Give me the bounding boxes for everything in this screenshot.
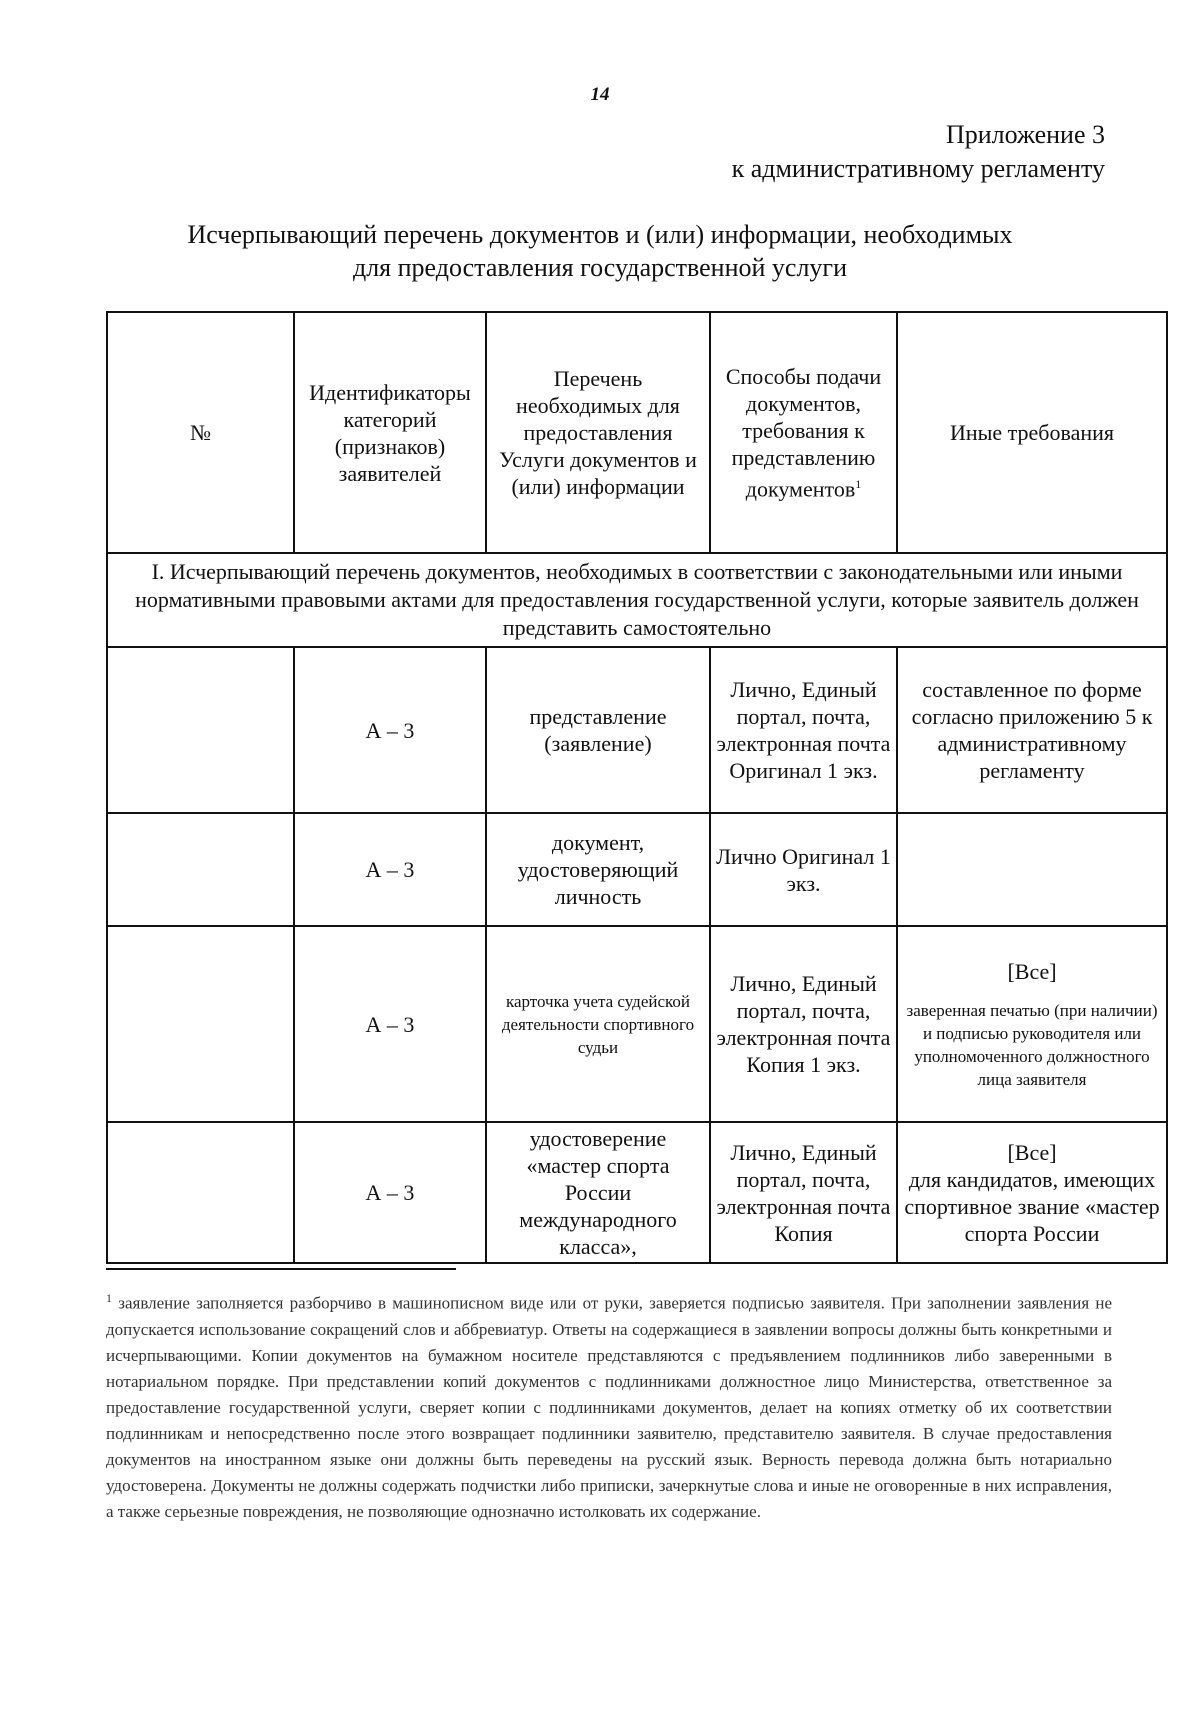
row-requirement (897, 813, 1167, 926)
title-line-2: для предоставления государственной услуги (352, 253, 848, 282)
requirement-text: для кандидатов, имеющих спортивное звание «мастер спорта России (904, 1166, 1160, 1246)
row-document: карточка учета судейской деятельности спортивного судьи (486, 926, 710, 1122)
row-document: документ, удостоверяющий личность (486, 813, 710, 926)
row-method: Лично, Единый портал, почта, электронная почта Копия (710, 1122, 897, 1263)
requirement-tag: [Все] (1007, 1139, 1057, 1165)
header-methods-text: Способы подачи документов, требования к представлению документов (725, 363, 882, 502)
row-document: представление (заявление) (486, 647, 710, 813)
title-line-1: Исчерпывающий перечень документов и (или) информации, необходимых (187, 220, 1013, 249)
header-documents: Перечень необходимых для предоставления Услуги документов и (или) информации (486, 312, 710, 553)
footnote-divider (106, 1268, 456, 1270)
row-number (107, 647, 294, 813)
row-requirement (897, 926, 1167, 1122)
requirement-text: заверенная печатью (при наличии) и подписью руководителя или уполномоченного должностного лица заявителя (906, 1000, 1158, 1089)
appendix-line-1: Приложение 3 (945, 120, 1105, 149)
footnote-text: заявление заполняется разборчиво в машинописном виде или от руки, заверяется подписью заявителя. При заполнении заявления не допускается использование сокращений слов и аббревиатур. Ответы на содержащиеся в заявлении вопросы должны быть конкретными и исчерпывающими. Копии документов на бумажном носителе представляются с предъявлением подлинников либо заверенными в нотариальном порядке. При представлении копий документов с подлинниками должностное лицо Министерства, ответственное за предоставление государственной услуги, сверяет копии с подлинниками документов, делает на копиях отметку об их соответствии подлинникам и непосредственно после этого возвращает подлинники заявителю, представителю заявителя. В случае предоставления документов на иностранном языке они должны быть переведены на русский язык. Верность перевода должна быть нотариально удостоверена. Документы не должны содержать подчистки либо приписки, зачеркнутые слова и иные не оговоренные в них исправления, а также серьезные повреждения, не позволяющие однозначно истолковать их содержание. (106, 1293, 1113, 1521)
header-number: № (107, 312, 294, 553)
row-number (107, 1122, 294, 1263)
requirement-tag: [Все] (1007, 958, 1057, 984)
row-number (107, 926, 294, 1122)
row-method: Лично Оригинал 1 экз. (710, 813, 897, 926)
documents-table (106, 311, 1168, 1264)
appendix-line-2: к административному регламенту (731, 154, 1105, 183)
table-row (107, 647, 1167, 813)
header-other-requirements: Иные требования (897, 312, 1167, 553)
footnote-marker: 1 (106, 1291, 112, 1305)
row-identifier: А – 3 (294, 1122, 486, 1263)
row-requirement (897, 1122, 1167, 1263)
table-row (107, 926, 1167, 1122)
row-number (107, 813, 294, 926)
row-method: Лично, Единый портал, почта, электронная почта Оригинал 1 экз. (710, 647, 897, 813)
row-identifier: А – 3 (294, 813, 486, 926)
footnote-ref: 1 (855, 476, 862, 491)
section-title: I. Исчерпывающий перечень документов, необходимых в соответствии с законодательными или иными нормативными правовыми актами для предоставления государственной услуги, которые заявитель должен представить самостоятельно (107, 553, 1167, 647)
header-methods (710, 312, 897, 553)
section-row (107, 553, 1167, 647)
table-row (107, 813, 1167, 926)
row-requirement: составленное по форме согласно приложению 5 к административному регламенту (897, 647, 1167, 813)
row-identifier: А – 3 (294, 647, 486, 813)
page-number: 14 (590, 84, 610, 105)
document-title (100, 218, 1100, 284)
table-header-row (107, 312, 1167, 553)
row-method: Лично, Единый портал, почта, электронная почта Копия 1 экз. (710, 926, 897, 1122)
appendix-heading (732, 118, 1105, 186)
row-identifier: А – 3 (294, 926, 486, 1122)
table-row (107, 1122, 1167, 1263)
footnote (106, 1285, 1112, 1525)
header-identifiers: Идентификаторы категорий (признаков) заявителей (294, 312, 486, 553)
row-document: удостоверение «мастер спорта России международного класса», (486, 1122, 710, 1263)
